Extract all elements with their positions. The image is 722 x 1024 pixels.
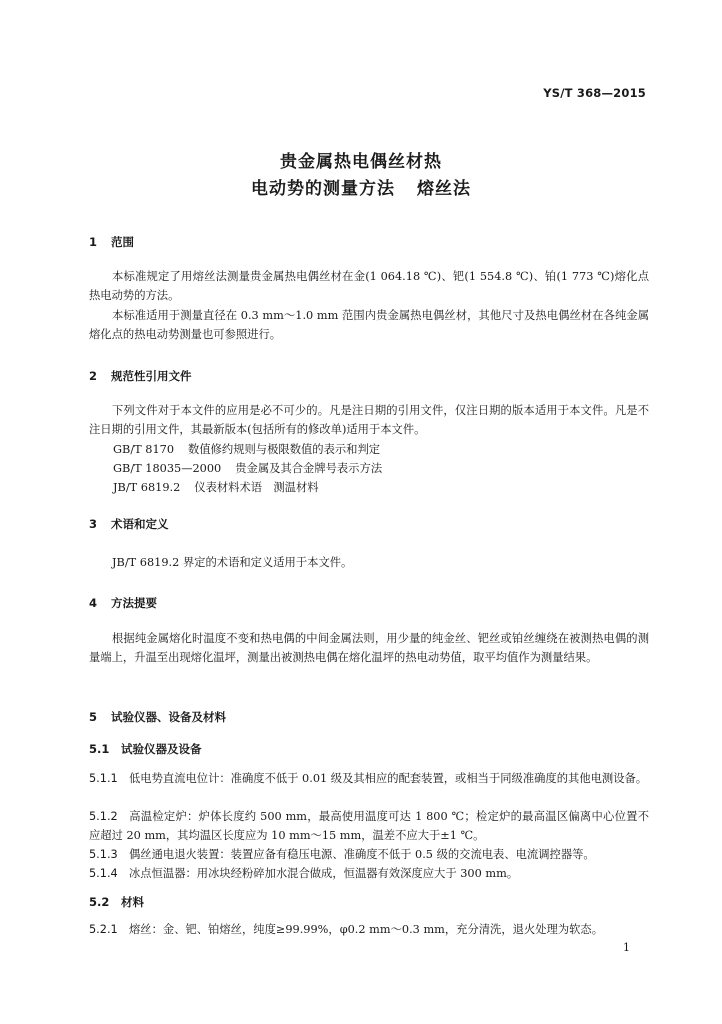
section-number: 4 bbox=[89, 596, 98, 610]
clause-number: 5.1.3 bbox=[89, 848, 118, 861]
reference-name: 仪表材料术语 测温材料 bbox=[194, 481, 319, 494]
section-2-heading bbox=[89, 368, 192, 384]
section-number: 3 bbox=[89, 517, 98, 531]
section-1-heading bbox=[89, 234, 134, 250]
normative-reference bbox=[113, 479, 319, 495]
clause-5-1-4 bbox=[89, 864, 649, 883]
subsection-5-1-heading bbox=[89, 741, 202, 757]
subsection-number: 5.2 bbox=[89, 895, 110, 909]
section-1-paragraph-1: 本标准规定了用熔丝法测量贵金属热电偶丝材在金(1 064.18 ℃)、钯(1 554.8 ℃)、铂(1 773 ℃)熔化点热电动势的方法。 bbox=[89, 270, 649, 302]
clause-text: 熔丝：金、钯、铂熔丝，纯度≥99.99%，φ0.2 mm～0.3 mm，充分清洗，退火处理为软态。 bbox=[129, 923, 604, 936]
clause-text: 低电势直流电位计：准确度不低于 0.01 级及其相应的配套装置，或相当于同级准确度的其他电测设备。 bbox=[129, 772, 648, 785]
section-number: 5 bbox=[89, 710, 98, 724]
section-title: 方法提要 bbox=[111, 596, 157, 610]
clause-number: 5.2.1 bbox=[89, 923, 118, 936]
document-title-line2 bbox=[0, 174, 722, 199]
subsection-title: 试验仪器及设备 bbox=[121, 742, 202, 756]
section-title: 范围 bbox=[111, 235, 134, 249]
reference-code: JB/T 6819.2 bbox=[113, 481, 181, 494]
page-number: 1 bbox=[623, 941, 630, 954]
section-number: 1 bbox=[89, 235, 98, 249]
clause-number: 5.1.2 bbox=[89, 810, 118, 823]
section-2-paragraph-1: 下列文件对于本文件的应用是必不可少的。凡是注日期的引用文件，仅注日期的版本适用于本文件。凡是不注日期的引用文件，其最新版本(包括所有的修改单)适用于本文件。 bbox=[89, 404, 649, 436]
clause-5-1-3 bbox=[89, 845, 649, 864]
clause-5-1-1 bbox=[89, 769, 649, 788]
section-title: 试验仪器、设备及材料 bbox=[111, 710, 226, 724]
section-4-paragraph-1: 根据纯金属熔化时温度不变和热电偶的中间金属法则，用少量的纯金丝、钯丝或铂丝缠绕在被测热电偶的测量端上，升温至出现熔化温坪，测量出被测热电偶在熔化温坪的热电动势值，取平均值作为测量结果。 bbox=[89, 632, 649, 664]
section-4-heading bbox=[89, 595, 157, 611]
clause-text: 高温检定炉：炉体长度约 500 mm，最高使用温度可达 1 800 ℃；检定炉的最高温区偏离中心位置不应超过 20 mm，其均温区长度应为 10 mm～15 mm，温差不应大于±1 ℃。 bbox=[89, 810, 649, 842]
section-number: 2 bbox=[89, 369, 98, 383]
reference-name: 数值修约规则与极限数值的表示和判定 bbox=[188, 443, 381, 456]
section-3-paragraph-1: JB/T 6819.2 界定的术语和定义适用于本文件。 bbox=[112, 556, 353, 569]
normative-reference bbox=[113, 460, 382, 476]
title-part-fuse: 熔丝法 bbox=[417, 179, 471, 199]
section-title: 规范性引用文件 bbox=[111, 369, 192, 383]
section-title: 术语和定义 bbox=[111, 517, 169, 531]
subsection-number: 5.1 bbox=[89, 742, 110, 756]
section-1-paragraph-2: 本标准适用于测量直径在 0.3 mm～1.0 mm 范围内贵金属热电偶丝材，其他尺寸及热电偶丝材在各纯金属熔化点的热电动势测量也可参照进行。 bbox=[89, 309, 649, 341]
subsection-5-2-heading bbox=[89, 894, 144, 910]
clause-5-1-2 bbox=[89, 807, 649, 845]
clause-text: 偶丝通电退火装置：装置应备有稳压电源、准确度不低于 0.5 级的交流电表、电流调控器等。 bbox=[129, 848, 595, 861]
reference-code: GB/T 8170 bbox=[113, 443, 175, 456]
subsection-title: 材料 bbox=[121, 895, 144, 909]
clause-text: 冰点恒温器：用冰块经粉碎加水混合做成，恒温器有效深度应大于 300 mm。 bbox=[129, 867, 519, 880]
clause-number: 5.1.4 bbox=[89, 867, 118, 880]
reference-name: 贵金属及其合金牌号表示方法 bbox=[235, 462, 383, 475]
normative-reference bbox=[113, 441, 380, 457]
clause-5-2-1 bbox=[89, 920, 649, 939]
document-title-line1: 贵金属热电偶丝材热 bbox=[280, 152, 442, 172]
section-5-heading bbox=[89, 709, 226, 725]
title-part-method: 电动势的测量方法 bbox=[251, 179, 395, 199]
standard-code: YS/T 368—2015 bbox=[543, 86, 646, 100]
reference-code: GB/T 18035—2000 bbox=[113, 462, 222, 475]
section-3-heading bbox=[89, 516, 169, 532]
clause-number: 5.1.1 bbox=[89, 772, 118, 785]
